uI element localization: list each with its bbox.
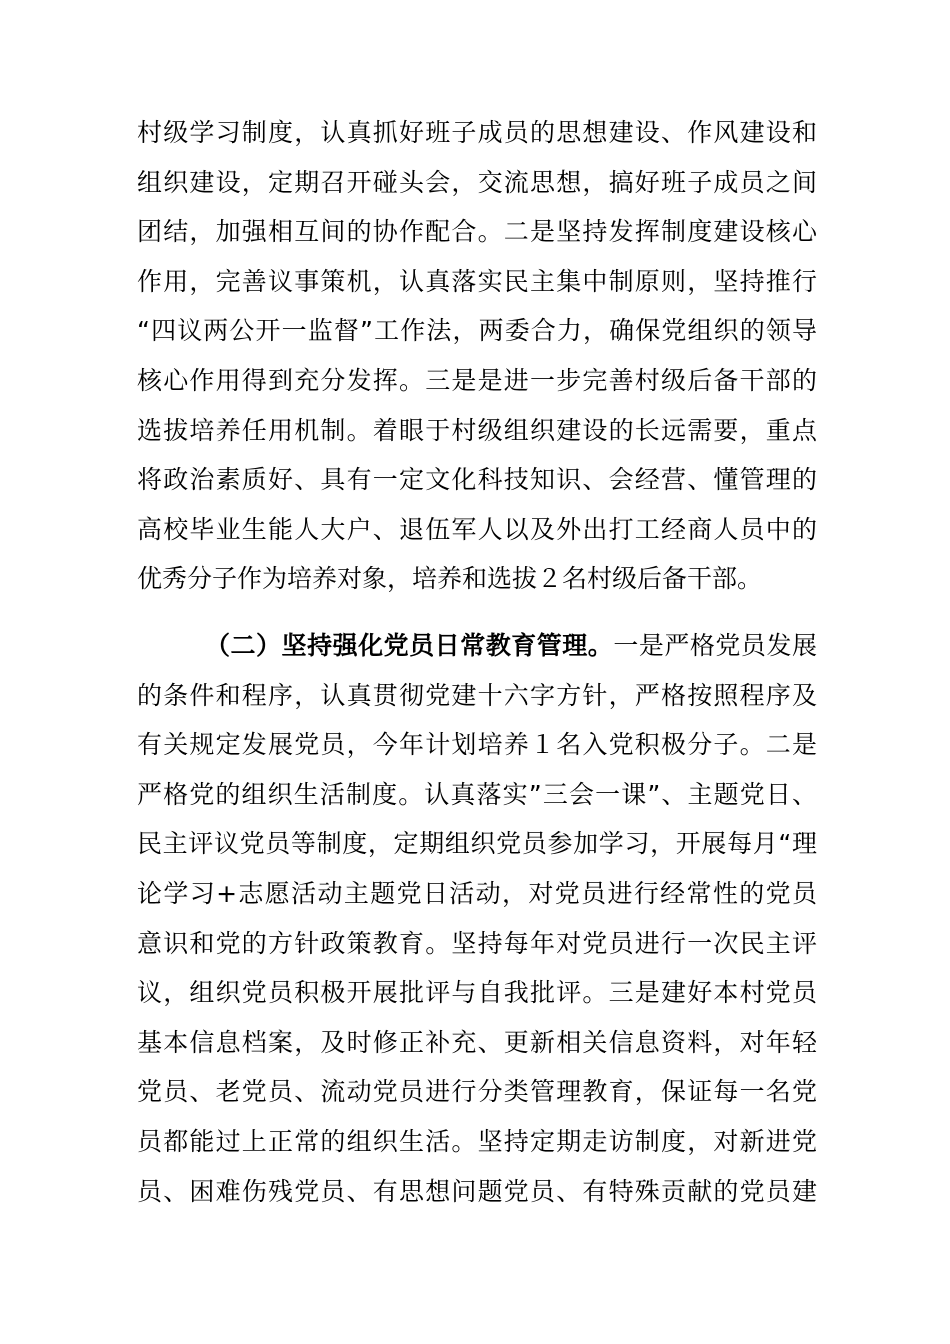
paragraph-line: 的条件和程序，认真贯彻党建十六字方针，严格按照程序及 (137, 680, 817, 710)
paragraph-line: 有关规定发展党员，今年计划培养１名入党积极分子。二是 (137, 730, 817, 760)
paragraph-line: 意识和党的方针政策教育。坚持每年对党员进行一次民主评 (137, 928, 817, 958)
paragraph-line: 基本信息档案，及时修正补充、更新相关信息资料，对年轻 (137, 1027, 817, 1057)
paragraph-line: 组织建设，定期召开碰头会，交流思想，搞好班子成员之间 (137, 167, 817, 197)
paragraph-line: 员、困难伤残党员、有思想问题党员、有特殊贡献的党员建 (137, 1176, 817, 1206)
paragraph-line: 团结，加强相互间的协作配合。二是坚持发挥制度建设核心 (137, 217, 817, 247)
paragraph-line: 民主评议党员等制度，定期组织党员参加学习，开展每月“理 (137, 829, 817, 859)
paragraph-line: 高校毕业生能人大户、退伍军人以及外出打工经商人员中的 (137, 514, 817, 544)
paragraph-party-member-education (137, 621, 817, 1216)
paragraph-line: 作用，完善议事策机，认真落实民主集中制原则，坚持推行 (137, 266, 817, 296)
paragraph-line: 优秀分子作为培养对象，培养和选拔２名村级后备干部。 (137, 564, 763, 594)
paragraph-line: 党员、老党员、流动党员进行分类管理教育，保证每一名党 (137, 1077, 817, 1107)
paragraph-first-line (137, 621, 817, 671)
paragraph-village-institution (137, 108, 817, 604)
paragraph-line: 议，组织党员积极开展批评与自我批评。三是建好本村党员 (137, 978, 817, 1008)
paragraph-line: 核心作用得到充分发挥。三是是进一步完善村级后备干部的 (137, 365, 817, 395)
paragraph-line: 村级学习制度，认真抓好班子成员的思想建设、作风建设和 (137, 118, 817, 147)
paragraph-line-rest: 一是严格党员发展 (613, 631, 817, 660)
paragraph-line: 严格党的组织生活制度。认真落实”三会一课”、主题党日、 (137, 779, 817, 809)
paragraph-line: 选拔培养任用机制。着眼于村级组织建设的长远需要，重点 (137, 415, 817, 445)
paragraph-line: 员都能过上正常的组织生活。坚持定期走访制度，对新进党 (137, 1126, 817, 1156)
paragraph-line: “四议两公开一监督”工作法，两委合力，确保党组织的领导 (137, 316, 817, 346)
paragraph-line: 将政治素质好、具有一定文化科技知识、会经营、懂管理的 (137, 465, 817, 495)
paragraph-line: 论学习+志愿活动主题党日活动，对党员进行经常性的党员 (137, 878, 817, 908)
section-heading: （二）坚持强化党员日常教育管理。 (205, 631, 614, 660)
